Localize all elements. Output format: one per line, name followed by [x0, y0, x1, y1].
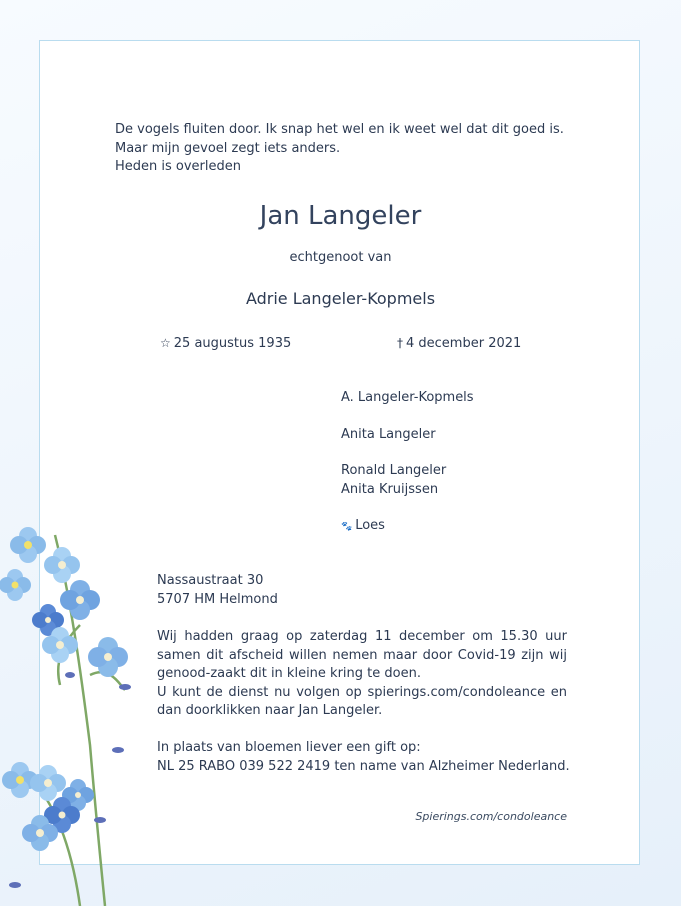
spouse-name: Adrie Langeler-Kopmels — [245, 289, 436, 308]
pet-name: Loes — [355, 518, 385, 533]
deceased-name: Jan Langeler — [259, 201, 422, 231]
family-member: Anita Kruijssen — [341, 481, 439, 497]
donation-intro: In plaats van bloemen liever een gift op: — [157, 740, 421, 755]
address — [157, 572, 278, 609]
cross-icon: † — [397, 336, 403, 350]
forget-me-not-flowers — [0, 515, 150, 906]
birth-date-row — [160, 334, 291, 354]
address-street: Nassaustraat 30 — [157, 573, 264, 588]
donation-block — [157, 739, 570, 776]
birth-date: 25 augustus 1935 — [173, 336, 292, 351]
footer-website: Spierings.com/condoleance — [415, 810, 567, 823]
family-member-pet — [341, 517, 474, 537]
donation-details: NL 25 RABO 039 522 2419 ten name van Alzheimer Nederland. — [157, 758, 570, 774]
family-list — [341, 389, 474, 537]
message-paragraph: Wij hadden graag op zaterdag 11 december om 15.30 uur samen dit afscheid willen nemen maar door Covid-19 zijn wij genood-zaakt dit in kleine kring te doen. — [157, 629, 567, 681]
spouse-label: echtgenoot van — [289, 250, 392, 265]
address-city: 5707 HM Helmond — [157, 591, 278, 607]
family-member: Anita Langeler — [341, 426, 436, 442]
paw-icon: 🐾 — [341, 522, 353, 532]
death-date-row — [397, 334, 521, 354]
intro-line: Heden is overleden — [115, 159, 242, 174]
family-member: A. Langeler-Kopmels — [341, 390, 474, 405]
intro-text — [115, 121, 564, 177]
death-date: 4 december 2021 — [406, 336, 522, 351]
star-icon: ☆ — [160, 336, 171, 350]
family-member: Ronald Langeler — [341, 463, 447, 478]
intro-line: Maar mijn gevoel zegt iets anders. — [115, 140, 341, 156]
message-block — [157, 628, 567, 739]
intro-line: De vogels fluiten door. Ik snap het wel en ik weet wel dat dit goed is. — [115, 122, 564, 137]
message-paragraph: U kunt de dienst nu volgen op spierings.com/condoleance en dan doorklikken naar Jan Langeler. — [157, 684, 567, 718]
